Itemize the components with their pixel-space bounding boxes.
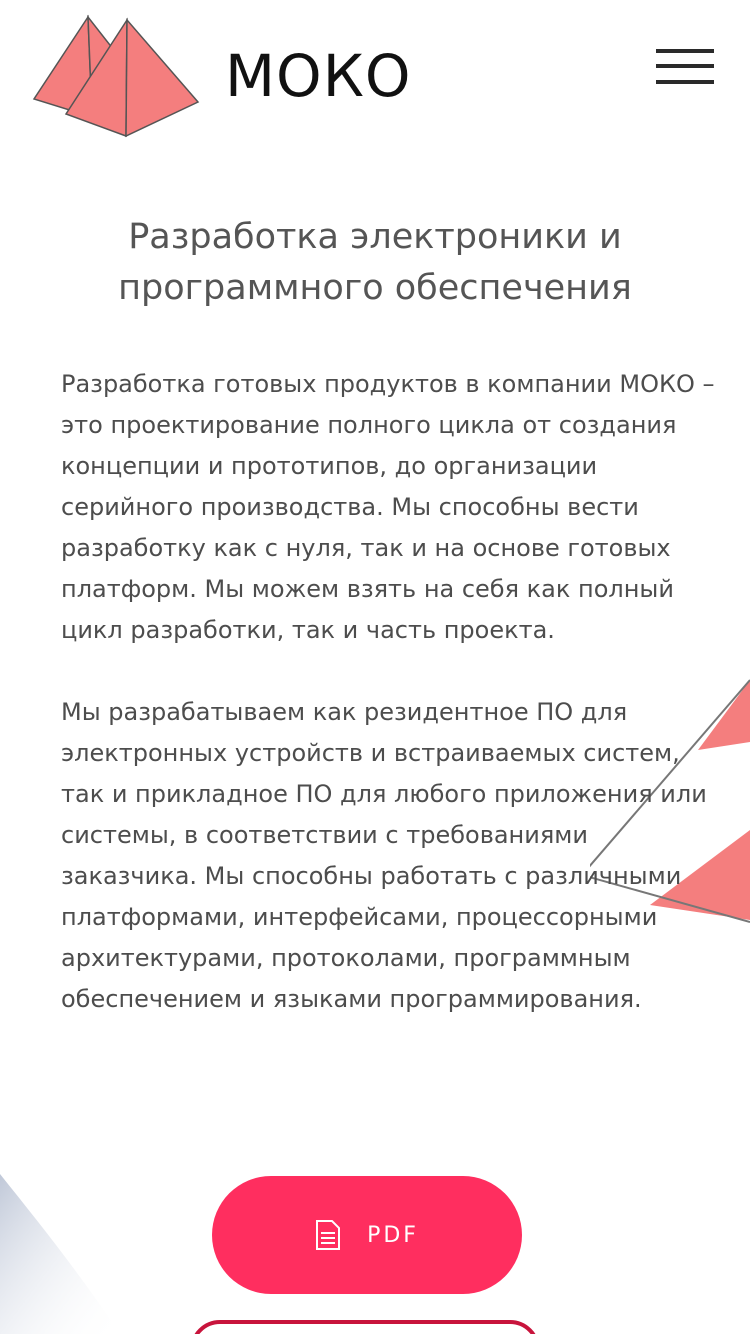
hamburger-menu-icon	[656, 49, 714, 53]
content-body	[61, 364, 721, 1020]
logo-link[interactable]	[30, 14, 430, 139]
decorative-swirl-image	[0, 1164, 220, 1334]
secondary-outline-button[interactable]	[190, 1320, 540, 1334]
logo-text: МОКО	[225, 42, 412, 110]
pdf-download-button[interactable]	[212, 1176, 522, 1294]
pyramid-logo-icon	[30, 14, 202, 139]
page-title: Разработка электроники и программного обеспечения	[118, 217, 632, 308]
hamburger-menu-icon	[656, 64, 714, 68]
pdf-button-label: PDF	[367, 1222, 419, 1248]
software-paragraph: Мы разрабатываем как резидентное ПО для электронных устройств и встраиваемых систем, так и прикладное ПО для любого приложения или системы, в соответствии с требованиями заказчика. Мы способны работать с различными платформами, интерфейсами, процессорными архитектурами, протоколами, программным обеспечением и языками программирования.	[61, 698, 707, 1013]
hamburger-menu-icon	[656, 80, 714, 84]
intro-paragraph: Разработка готовых продуктов в компании МОКО – это проектирование полного цикла от создания концепции и прототипов, до организации серийного производства. Мы способны вести разработку как с нуля, так и на основе готовых платформ. Мы можем взять на себя как полный цикл разработки, так и часть проекта.	[61, 370, 715, 644]
site-header	[0, 0, 750, 150]
menu-button[interactable]	[652, 46, 718, 90]
document-icon	[315, 1219, 341, 1251]
